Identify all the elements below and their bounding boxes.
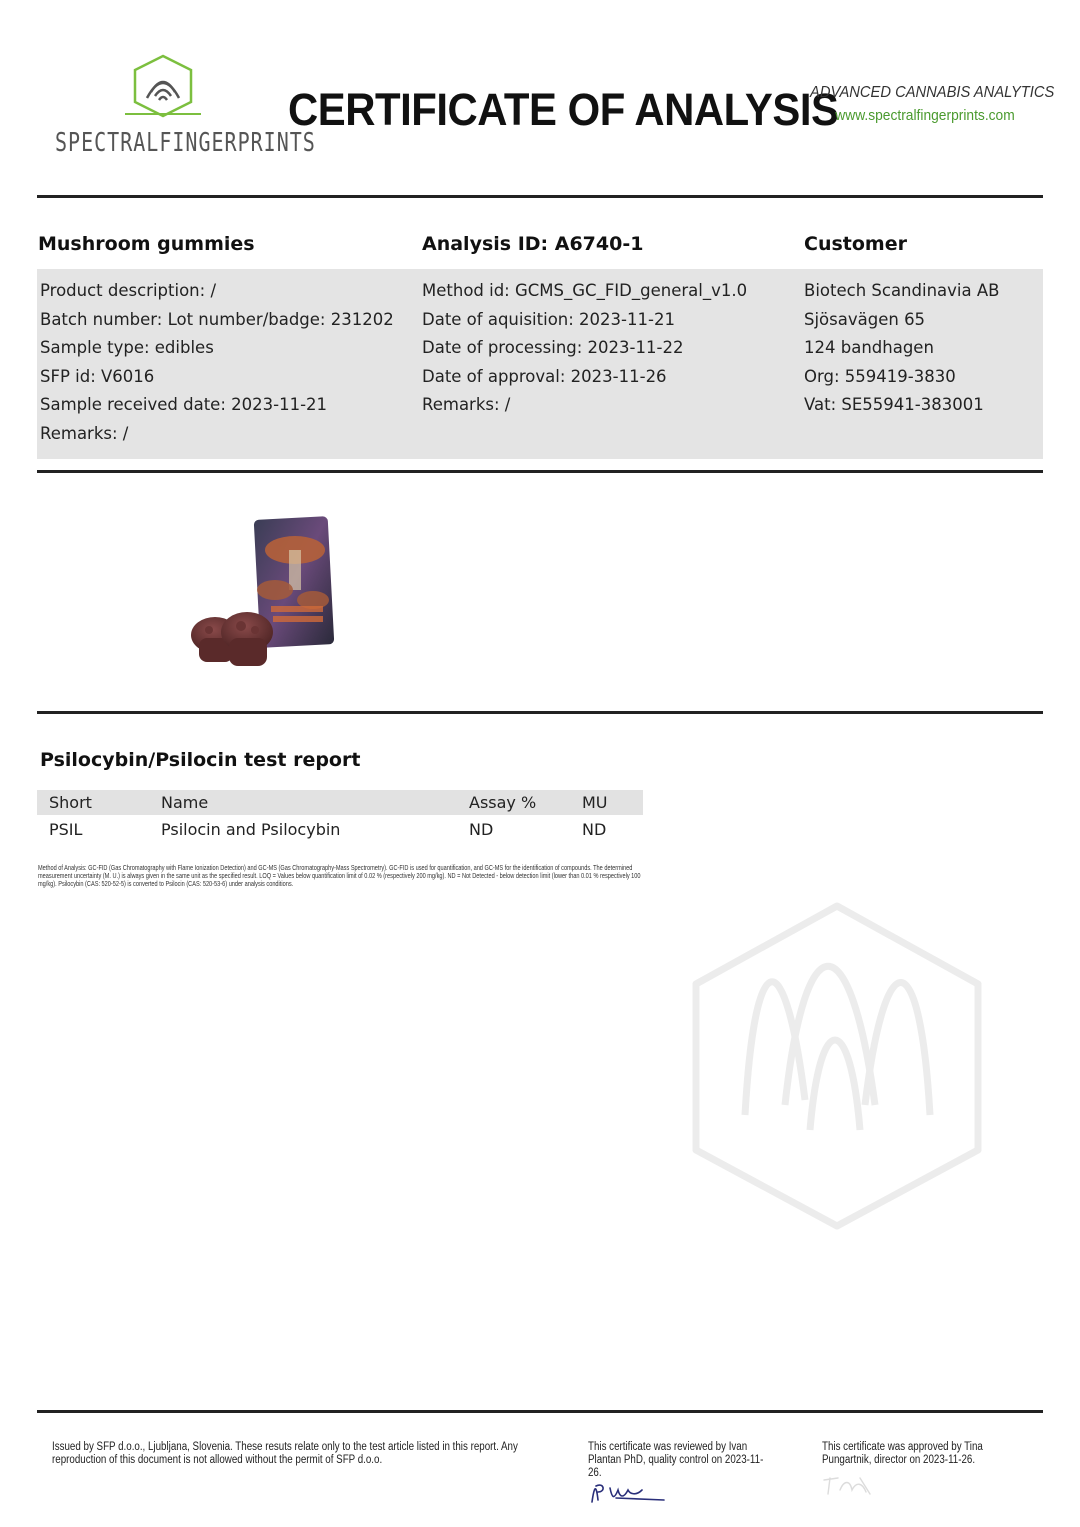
image-divider [37,711,1043,714]
product-description: Product description: / [40,281,216,300]
cell-mu: ND [582,819,607,839]
customer-city: 124 bandhagen [804,338,934,358]
customer-org: Org: 559419-3830 [804,366,956,386]
product-details [40,277,394,449]
approver-signature [820,1472,880,1498]
cell-name: Psilocin and Psilocybin [161,819,341,839]
date-of-processing: Date of processing: 2023-11-22 [422,338,684,358]
date-of-approval: Date of approval: 2023-11-26 [422,366,667,386]
sample-type: Sample type: edibles [40,338,214,358]
results-table [37,790,643,843]
cell-short: PSIL [49,819,83,839]
sfp-id: SFP id: V6016 [40,366,155,386]
product-remarks: Remarks: / [40,423,129,443]
customer-heading: Customer [804,233,907,255]
method-note: Method of Analysis: GC-FID (Gas Chromatography with Flame Ionization Detection) and GC-MS (Gas Chromatography-Mass Spectrometry). GC-FID is used for quantification, and GC-MS for the identification of compounds. The determined measurement uncertainty (M. U.) is always given in the same unit as the specified result. LOQ = Values below quantification limit of 0.02 % (respectively 200 mg/kg). ND = Not Detected - below detection limit (lower than 0.01 % respectively 100 mg/kg). Psilocybin (CAS: 520-52-5) is converted to Psilocin (CAS: 520-53-6) under analysis conditions. [38,863,641,888]
report-title: Psilocybin/Psilocin test report [40,749,361,771]
col-name: Name [161,790,469,815]
logo-wordmark: SPECTRALFINGERPRINTS [55,126,316,158]
customer-street: Sjösavägen 65 [804,309,926,329]
issued-by-note: Issued by SFP d.o.o., Ljubljana, Slovenia. These resuts relate only to the test article listed in this report. Any reproduction of this document is not allowed without the permit of SFP d.o.o. [52,1441,518,1466]
info-divider [37,470,1043,473]
watermark-logo [690,900,985,1230]
analysis-id-heading: Analysis ID: A6740-1 [422,233,644,255]
sample-received-date: Sample received date: 2023-11-21 [40,395,328,415]
batch-number: Batch number: Lot number/badge: 231202 [40,309,394,329]
reviewed-by-note: This certificate was reviewed by Ivan Plantan PhD, quality control on 2023-11-26. [588,1441,764,1479]
customer-name: Biotech Scandinavia AB [804,281,1000,300]
reviewer-signature [586,1478,668,1506]
date-of-acquisition: Date of aquisition: 2023-11-21 [422,309,675,329]
cell-assay: ND [469,819,494,839]
customer-vat: Vat: SE55941-383001 [804,395,984,415]
customer-details [804,277,999,420]
analysis-remarks: Remarks: / [422,395,511,415]
company-tagline: ADVANCED CANNABIS ANALYTICS [810,84,1055,101]
col-mu: MU [582,790,643,815]
col-assay: Assay % [469,790,582,815]
col-short: Short [37,790,161,815]
document-title: CERTIFICATE OF ANALYSIS [288,84,839,135]
company-logo [55,52,316,160]
analysis-details [422,277,747,420]
method-id: Method id: GCMS_GC_FID_general_v1.0 [422,281,748,300]
footer-divider [37,1410,1043,1413]
table-header-row [37,790,643,815]
product-photo [185,510,345,680]
approved-by-note: This certificate was approved by Tina Pungartnik, director on 2023-11-26. [822,1441,983,1466]
company-website: www.spectralfingerprints.com [835,107,1015,124]
header-divider [37,195,1043,198]
fingerprint-hexagon-icon [55,52,270,132]
product-heading: Mushroom gummies [38,233,255,255]
table-row [37,815,643,843]
